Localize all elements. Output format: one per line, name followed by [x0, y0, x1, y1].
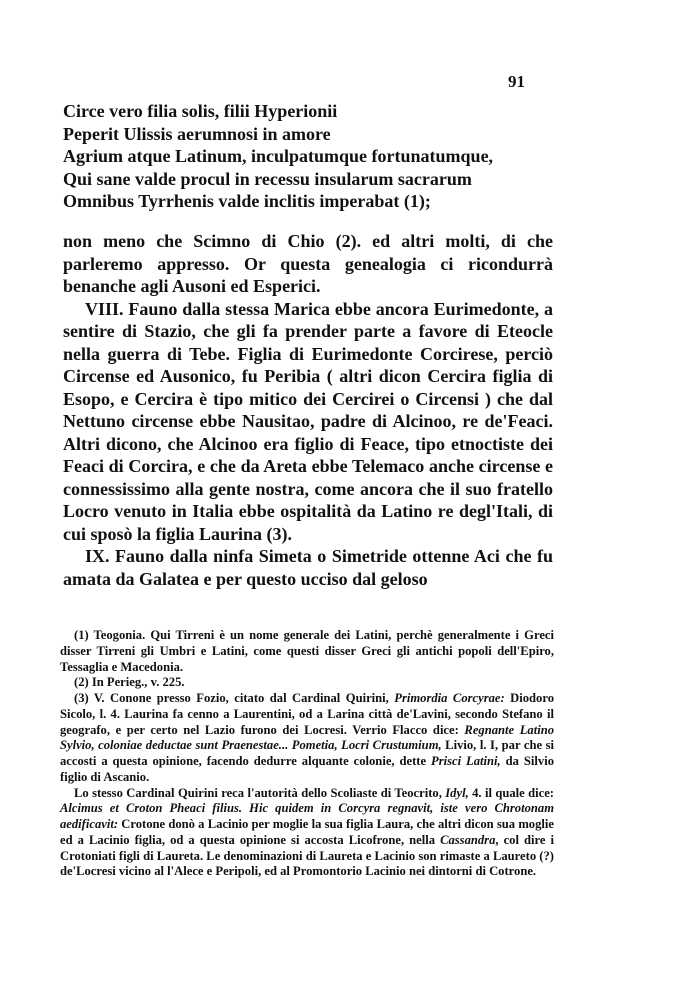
- footnote-4-text: Lo stesso Cardinal Quirini reca l'autorità dello Scoliaste di Teocrito,: [74, 785, 446, 800]
- verse-line: Omnibus Tyrrhenis valde inclitis imperabat (1);: [63, 191, 431, 211]
- footnote-3-italic: Primordia Corcyrae:: [394, 691, 505, 705]
- verse-line: Qui sane valde procul in recessu insularum sacrarum: [63, 168, 472, 189]
- footnotes: [60, 628, 554, 880]
- footnote-3: [60, 691, 554, 786]
- footnote-3-text: da Silvio figlio di Ascanio.: [60, 754, 554, 784]
- footnote-3-text: Diodoro Sicolo, l. 4. Laurina fa cenno a Laurentini, od a Larina città de'Lavini, secondo Stefano il geografo, e per certo nel Lazio furono dei Locresi. Verrio Flacco dice:: [60, 691, 554, 737]
- verse-line: Agrium atque Latinum, inculpatumque fortunatumque,: [63, 146, 494, 166]
- footnote-4-italic: Alcimus et Croton Pheaci filius. Hic quidem in Corcyra regnavit, iste vero Chrotonam aedificavit:: [60, 801, 554, 831]
- verse-line: Peperit Ulissis aerumnosi in amore: [63, 123, 331, 144]
- paragraph-section-viii: VIII. Fauno dalla stessa Marica ebbe ancora Eurimedonte, a sentire di Stazio, che gli fa prender parte a favore di Eteocle nella guerra di Tebe. Figlia di Eurimedonte Corcirese, perciò Circense ed Ausonico, fu Peribia ( altri dicon Cercira figlia di Esopo, e Cercira è tipo mitico dei Cercirei o Circensi ) che dal Nettuno circense ebbe Nausitao, padre di Alcinoo, re de'Feaci. Altri dicono, che Alcinoo era figlio di Feace, tipo etnoctiste dei Feaci di Corcira, e che da Areta ebbe Telemaco anche circense e connessissimo alla gente nostra, come ancora che il suo fratello Locro venuto in Italia ebbe ospitalità da Latino re degl'Itali, di cui sposò la figlia Laurina (3).: [63, 298, 553, 544]
- page-number: 91: [508, 72, 525, 91]
- footnote-4-text: Crotone donò a Lacinio per moglie la sua figlia Laura, che altri dicon sua moglie ed a Lacinio figlia, od a questa opinione si accosta Licofrone, nella: [60, 817, 554, 847]
- footnote-3-text: Livio, l. I, par che si accosti a questa opinione, facendo dedurre alquante colonie, dette: [60, 738, 554, 768]
- footnote-4-italic: Cassandra: [440, 832, 496, 847]
- footnote-3-text: (3) V. Conone presso Fozio, citato dal Cardinal Quirini,: [74, 691, 395, 705]
- footnote-3-italic: Prisci Latini,: [431, 754, 501, 768]
- footnote-4-text: 4. il quale dice:: [468, 785, 555, 800]
- verse-quote: [63, 100, 663, 213]
- footnote-4-italic: Idyl,: [445, 785, 469, 800]
- footnote-4-text: , col dire i Crotoniati figli di Laureta. Le denominazioni di Laureta e Lacinio son rimaste a Laureto (?) de'Locresi vicino al l'Alece e Peripoli, ed al Promontorio Lacinio nei dintorni di Cotrone.: [60, 832, 554, 879]
- footnote-2: (2) In Perieg., v. 225.: [74, 675, 185, 690]
- verse-line: Circe vero filia solis, filii Hyperionii: [63, 101, 338, 121]
- footnote-1: (1) Teogonia. Qui Tirreni è un nome generale dei Latini, perchè generalmente i Greci disser Tirreni gli Umbri e Latini, come questi disser Greci gli antichi popoli dell'Epiro, Tessaglia e Macedonia.: [60, 628, 554, 674]
- paragraph-section-ix: IX. Fauno dalla ninfa Simeta o Simetride ottenne Aci che fu amata da Galatea e per questo ucciso dal geloso: [63, 546, 553, 589]
- footnote-continuation: [60, 786, 554, 881]
- main-text: [63, 230, 553, 590]
- footnote-3-italic: Regnante Latino Sylvio, coloniae deductae sunt Praenestae... Pometia, Locri Crustumium,: [60, 722, 554, 753]
- paragraph-continuation: non meno che Scimno di Chio (2). ed altri molti, di che parleremo appresso. Or questa genealogia ci ricondurrà benanche agli Ausoni ed Esperici.: [63, 231, 553, 296]
